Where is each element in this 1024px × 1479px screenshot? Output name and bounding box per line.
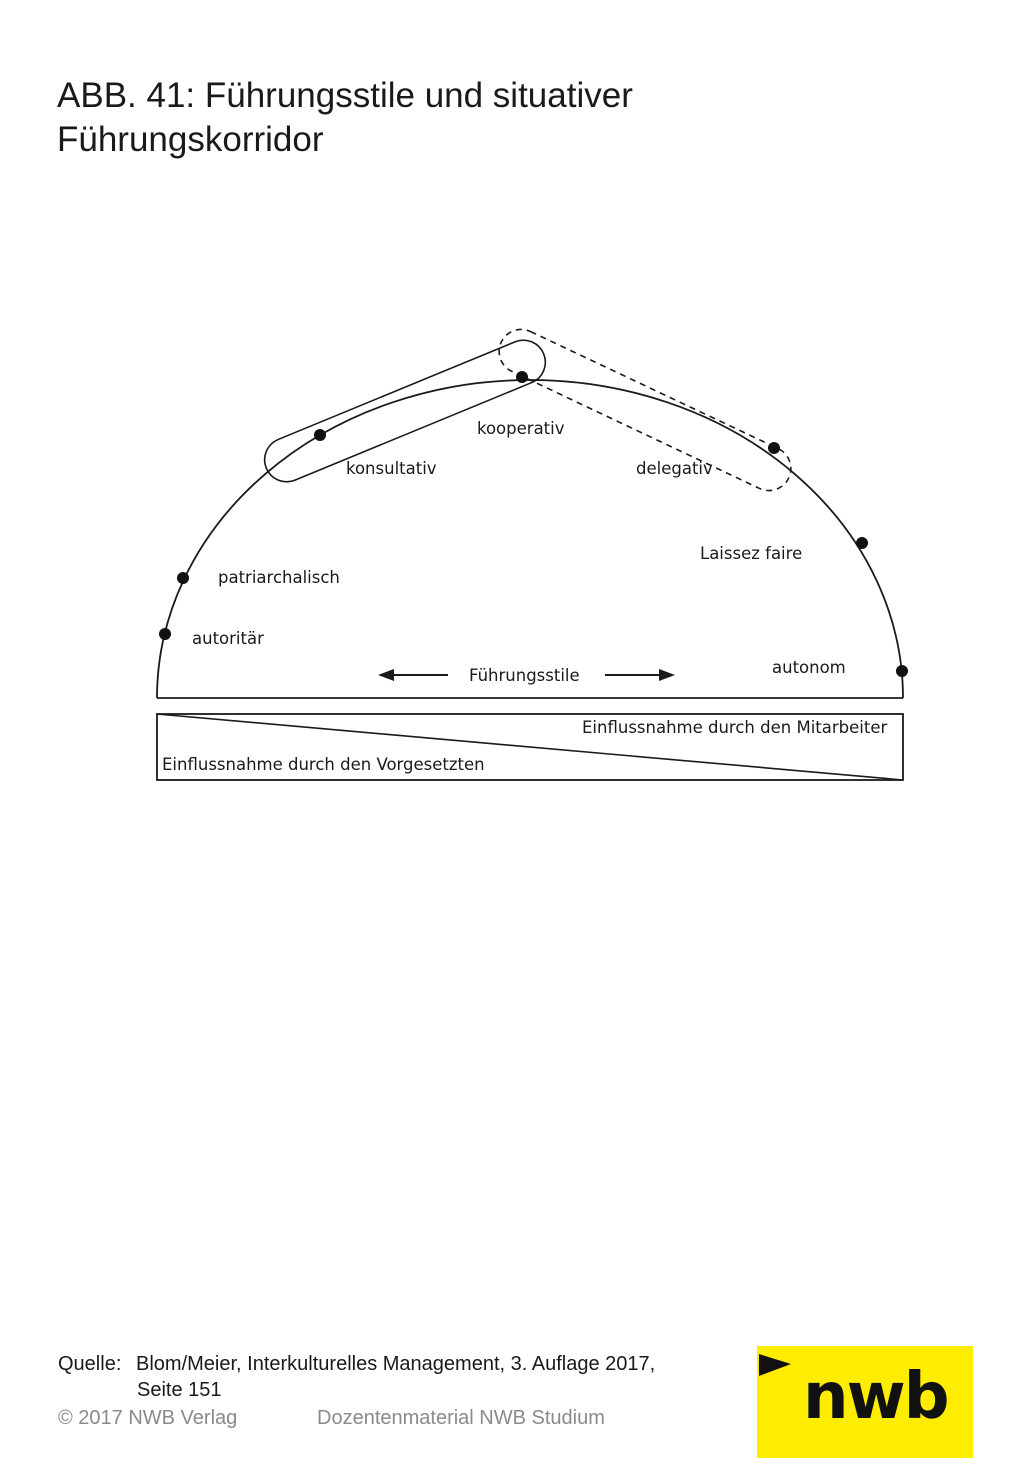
nwb-logo	[757, 1346, 973, 1458]
label-influence-employee: Einflussnahme durch den Mitarbeiter	[582, 718, 888, 737]
arrow-right-icon	[659, 669, 675, 681]
title-line-2: Führungskorridor	[57, 120, 324, 159]
footer	[58, 1407, 605, 1430]
point-patriarchalisch	[177, 572, 189, 584]
logo-text: nwb	[803, 1360, 948, 1434]
label-delegativ: delegativ	[636, 459, 713, 478]
point-laissez-faire	[856, 537, 868, 549]
point-konsultativ	[314, 429, 326, 441]
source-citation	[58, 1351, 655, 1403]
label-autonom: autonom	[772, 658, 846, 677]
source-line-2: Seite 151	[137, 1379, 222, 1401]
point-delegativ	[768, 442, 780, 454]
label-influence-superior: Einflussnahme durch den Vorgesetzten	[162, 755, 485, 774]
axis-label-fuehrungsstile: Führungsstile	[469, 666, 580, 685]
label-autoritaer: autoritär	[192, 629, 264, 648]
source-label: Quelle:	[58, 1353, 122, 1375]
title-line-1: ABB. 41: Führungsstile und situativer	[57, 76, 633, 115]
footer-material: Dozentenmaterial NWB Studium	[317, 1407, 605, 1429]
point-autoritaer	[159, 628, 171, 640]
source-line-1: Blom/Meier, Interkulturelles Management, 3. Auflage 2017,	[136, 1353, 656, 1375]
footer-copyright: © 2017 NWB Verlag	[58, 1407, 238, 1429]
point-kooperativ	[516, 371, 528, 383]
label-laissez-faire: Laissez faire	[700, 544, 803, 563]
label-konsultativ: konsultativ	[346, 459, 437, 478]
label-kooperativ: kooperativ	[477, 419, 565, 438]
label-patriarchalisch: patriarchalisch	[218, 568, 340, 587]
arrow-left-icon	[378, 669, 394, 681]
point-autonom	[896, 665, 908, 677]
